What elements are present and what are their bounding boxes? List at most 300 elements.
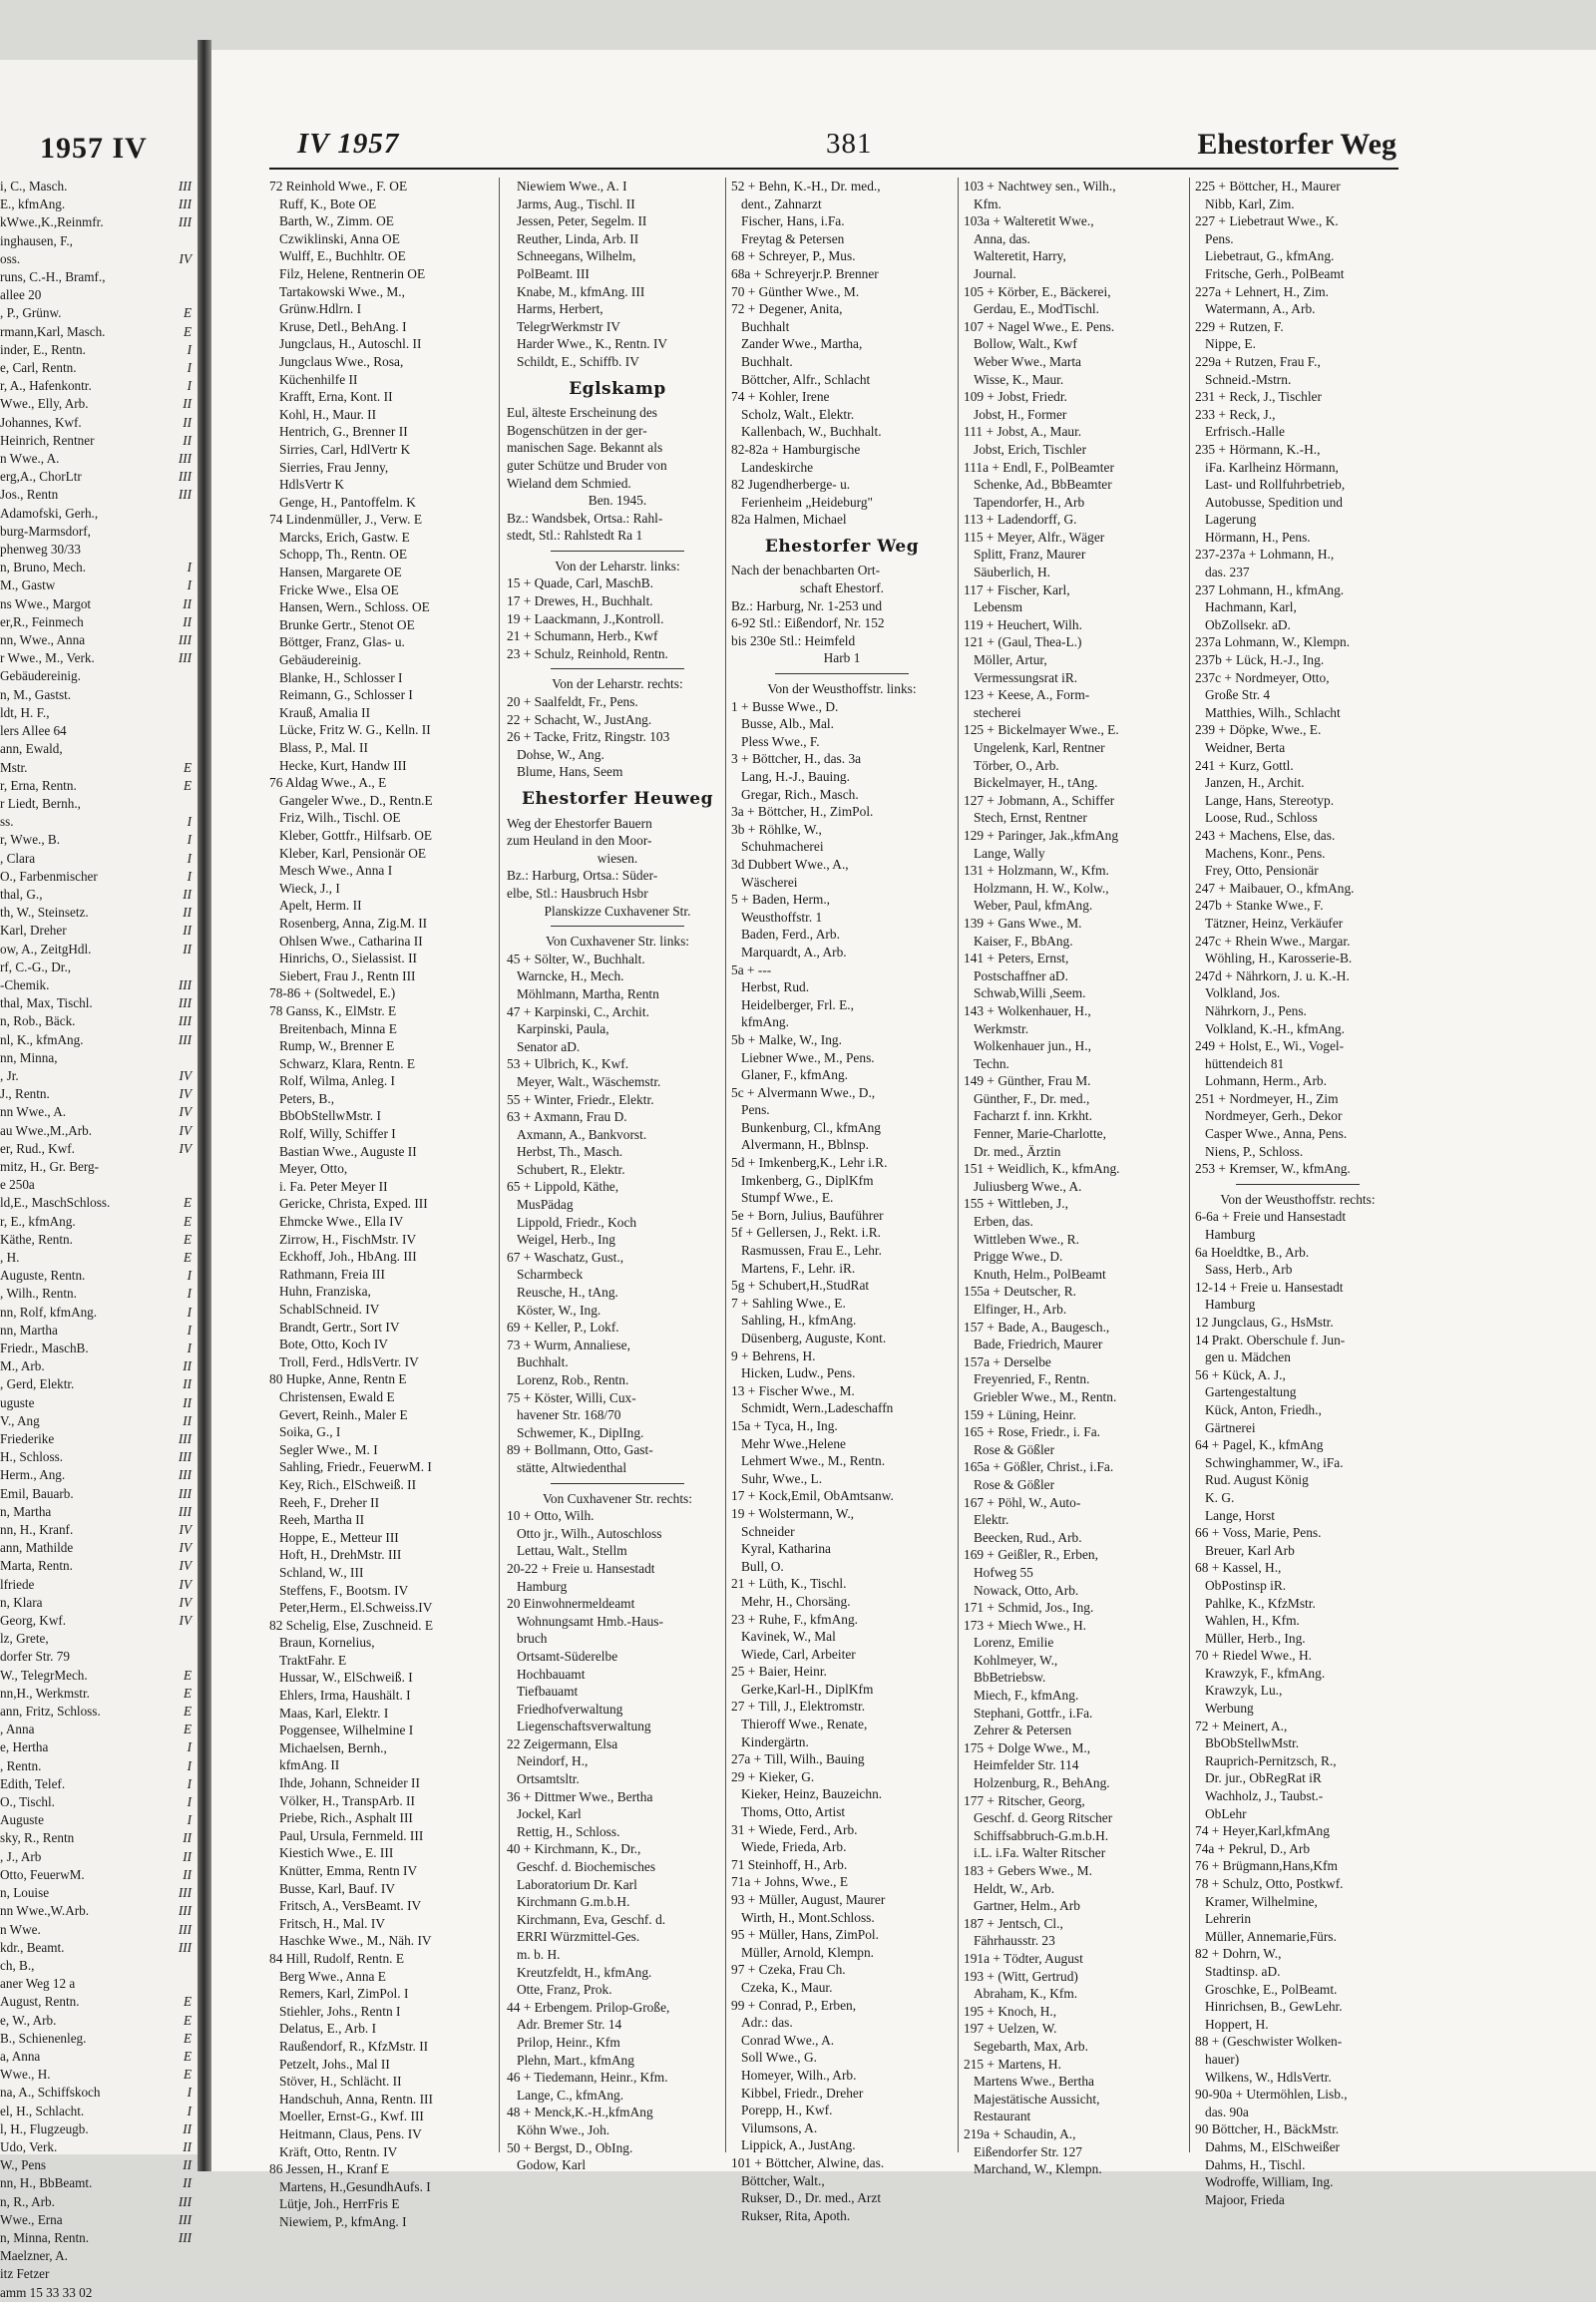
directory-entry: Lange, Hans, Stereotyp. (1205, 792, 1335, 808)
directory-entry: 20 + Saalfeldt, Fr., Pens. (507, 694, 638, 710)
directory-entry: Vilumsons, A. (741, 2119, 818, 2135)
left-line-floor: II (183, 1848, 192, 1864)
directory-entry: Haschke Wwe., M., Näh. IV (279, 1933, 432, 1949)
left-line-text: rmann,Karl, Masch. (0, 323, 106, 339)
directory-entry: 169 + Geißler, R., Erben, (964, 1547, 1098, 1563)
directory-entry: Stech, Ernst, Rentner (974, 810, 1087, 826)
directory-entry: 68a + Schreyerjr.P. Brenner (731, 265, 879, 281)
directory-entry: Rukser, Rita, Apoth. (741, 2207, 851, 2223)
left-page-line (0, 795, 192, 813)
directory-entry: Nährkorn, J., Pens. (1205, 1002, 1307, 1018)
directory-entry: Köhn Wwe., Joh. (517, 2121, 610, 2137)
left-line-text: E., kfmAng. (0, 196, 66, 212)
directory-entry: 195 + Knoch, H., (964, 2003, 1057, 2019)
directory-entry: Restaurant (974, 2109, 1031, 2124)
directory-entry: Rathmann, Freia III (279, 1266, 385, 1282)
left-line-text: rf, C.-G., Dr., (0, 959, 72, 974)
section-separator (775, 673, 908, 674)
left-line-floor: IV (179, 1576, 192, 1592)
left-line-text: burg-Marmsdorf, (0, 523, 91, 539)
left-line-text: Georg, Kwf. (0, 1613, 67, 1629)
directory-entry: Hinrichs, O., Sielassist. II (279, 951, 417, 966)
directory-entry: BbObStellwMstr. I (279, 1108, 381, 1124)
directory-entry: Wäscherei (741, 874, 798, 890)
directory-entry: Eißendorfer Str. 127 (974, 2143, 1082, 2159)
left-page-line (0, 523, 192, 541)
directory-entry: 103 + Nachtwey sen., Wilh., (964, 179, 1116, 193)
left-page-line (0, 649, 192, 667)
directory-entry: 219a + Schaudin, A., (964, 2125, 1076, 2141)
directory-entry: 20 Einwohnermeldeamt (507, 1596, 635, 1612)
left-line-floor: II (183, 414, 192, 430)
left-page-line (0, 1703, 192, 1721)
left-page-line (0, 1939, 192, 1957)
left-line-text: Friedr., MaschB. (0, 1341, 89, 1355)
directory-entry: Kyral, Katharina (741, 1541, 831, 1557)
left-line-text: n, Klara (0, 1594, 43, 1610)
left-line-text: lz, Grete, (0, 1631, 49, 1647)
left-line-text: r Liedt, Bernh., (0, 795, 81, 811)
directory-entry: Reeh, F., Dreher II (279, 1494, 380, 1510)
directory-entry: 53 + Ulbrich, K., Kwf. (507, 1056, 629, 1072)
left-line-floor: E (183, 1667, 192, 1683)
directory-entry: Christensen, Ewald E (279, 1388, 395, 1404)
directory-entry: 48 + Menck,K.-H.,kfmAng (507, 2105, 653, 2120)
directory-entry: 3b + Röhlke, W., (731, 821, 822, 837)
directory-entry: Zirrow, H., FischMstr. IV (279, 1231, 417, 1247)
left-page-line (0, 1884, 192, 1902)
directory-entry: Wiede, Carl, Arbeiter (741, 1646, 856, 1662)
directory-entry: Marchand, W., Klempn. (974, 2161, 1102, 2177)
directory-entry: Kück, Anton, Friedh., (1205, 1401, 1322, 1417)
directory-entry: bis 230e Stl.: Heimfeld (731, 632, 856, 648)
directory-entry: Mehr, H., Chorsäng. (741, 1593, 851, 1609)
directory-entry: 167 + Pöhl, W., Auto- (964, 1494, 1081, 1510)
directory-entry: Rump, W., Brenner E (279, 1038, 395, 1054)
left-page-line (0, 1866, 192, 1884)
directory-entry: Thoms, Otto, Artist (741, 1804, 846, 1820)
directory-entry: Jarms, Aug., Tischl. II (517, 195, 635, 211)
left-page-lines (0, 178, 192, 2302)
directory-entry: Gerdau, E., ModTischl. (974, 301, 1099, 317)
directory-entry: Heimfelder Str. 114 (974, 1757, 1079, 1773)
directory-entry: Hecke, Kurt, Handw III (279, 757, 407, 773)
directory-entry: 9 + Behrens, H. (731, 1347, 816, 1363)
directory-entry: 241 + Kurz, Gottl. (1195, 757, 1294, 773)
left-page-line (0, 740, 192, 758)
left-page-line (0, 2103, 192, 2120)
directory-entry: Fenner, Marie-Charlotte, (974, 1126, 1106, 1142)
directory-entry: Geschf. d. Biochemisches (517, 1859, 656, 1875)
directory-entry: Weber, Paul, kfmAng. (974, 898, 1093, 914)
directory-entry: ERRI Würzmittel-Ges. (517, 1929, 640, 1945)
left-page-line (0, 1140, 192, 1158)
left-line-text: i, C., Masch. (0, 179, 68, 193)
left-line-text: erg,A., ChorLtr (0, 469, 82, 485)
left-line-floor: I (187, 1341, 192, 1355)
directory-entry: Von der Weusthoffstr. rechts: (1220, 1191, 1376, 1207)
left-page-line (0, 395, 192, 413)
directory-entry: Lütje, Joh., HerrFris E (279, 2196, 400, 2212)
left-page-line (0, 831, 192, 849)
left-page-line (0, 2284, 192, 2302)
directory-entry: 5f + Gellersen, J., Rekt. i.R. (731, 1225, 881, 1241)
left-line-text: e 250a (0, 1177, 35, 1193)
directory-entry: Porepp, H., Kwf. (741, 2103, 833, 2118)
directory-entry: 107 + Nagel Wwe., E. Pens. (964, 318, 1115, 334)
directory-entry: Tartakowski Wwe., M., (279, 283, 406, 299)
directory-entry: Delatus, E., Arb. I (279, 2021, 377, 2037)
left-page-line (0, 1176, 192, 1194)
directory-entry: Brandt, Gertr., Sort IV (279, 1319, 400, 1335)
left-line-text: a, Anna (0, 2048, 41, 2064)
directory-entry: 14 Prakt. Oberschule f. Jun- (1195, 1332, 1346, 1347)
left-line-floor: E (183, 1704, 192, 1720)
directory-entry: 233 + Reck, J., (1195, 406, 1276, 422)
directory-entry: 75 + Köster, Willi, Cux- (507, 1389, 636, 1405)
left-line-floor (188, 2265, 192, 2283)
left-page-line (0, 959, 192, 976)
left-line-text: -Chemik. (0, 976, 50, 992)
left-line-text: amm 15 33 33 02 (0, 2284, 93, 2300)
directory-entry: Braun, Kornelius, (279, 1635, 375, 1651)
left-line-text: sky, R., Rentn (0, 1830, 75, 1846)
directory-entry: Sahling, H., kfmAng. (741, 1313, 857, 1329)
directory-entry: 237b + Lück, H.-J., Ing. (1195, 652, 1325, 668)
directory-entry: Von der Weusthoffstr. links: (767, 681, 917, 697)
left-line-floor (188, 1630, 192, 1648)
left-page-line (0, 1485, 192, 1503)
left-line-text: nn Wwe.,W.Arb. (0, 1903, 90, 1919)
directory-entry: Lebensm (974, 599, 1023, 615)
left-line-floor: II (183, 1830, 192, 1846)
directory-entry: Mehr Wwe.,Helene (741, 1435, 846, 1451)
directory-entry: 72 Reinhold Wwe., F. OE (269, 179, 408, 193)
left-line-floor: I (187, 1775, 192, 1791)
left-line-text: ld,E., MaschSchloss. (0, 1195, 111, 1211)
left-line-floor: IV (179, 1067, 192, 1083)
left-page-line (0, 2229, 192, 2247)
left-line-floor: II (183, 1394, 192, 1410)
left-line-floor: IV (179, 1613, 192, 1629)
directory-entry: 12 Jungclaus, G., HsMstr. (1195, 1315, 1334, 1330)
directory-entry: stedt, Stl.: Rahlstedt Ra 1 (507, 528, 643, 544)
left-line-floor: IV (179, 250, 192, 266)
left-page-line (0, 722, 192, 740)
directory-entry: Machens, Konr., Pens. (1205, 845, 1326, 861)
directory-entry: 155a + Deutscher, R. (964, 1284, 1076, 1300)
left-page-line (0, 1902, 192, 1920)
directory-entry: Bz.: Wandsbek, Ortsa.: Rahl- (507, 510, 663, 526)
directory-entry: Lohmann, Herm., Arb. (1205, 1073, 1327, 1089)
page-header-volume: IV 1957 (297, 128, 400, 160)
left-line-text: Auguste (0, 1812, 44, 1828)
directory-entry: Hochbauamt (517, 1666, 586, 1682)
directory-entry: 73 + Wurm, Annaliese, (507, 1337, 630, 1352)
left-page-line (0, 1757, 192, 1775)
left-line-text: nn, Wwe., Anna (0, 632, 86, 648)
left-line-text: n Wwe. (0, 1921, 41, 1937)
directory-entry: Liebner Wwe., M., Pens. (741, 1049, 875, 1065)
directory-entry: 109 + Jobst, Friedr. (964, 389, 1067, 405)
left-page-line (0, 432, 192, 450)
directory-entry: 31 + Wiede, Ferd., Arb. (731, 1821, 858, 1837)
directory-entry: Krafft, Erna, Kont. II (279, 389, 393, 405)
directory-entry: Friedhofverwaltung (517, 1701, 623, 1717)
directory-entry: 227 + Liebetraut Wwe., K. (1195, 213, 1339, 229)
left-line-floor: IV (179, 1104, 192, 1120)
directory-entry: 19 + Laackmann, J.,Kontroll. (507, 610, 664, 626)
directory-entry: Niewiem Wwe., A. I (517, 179, 627, 193)
directory-entry: Paul, Ursula, Fernmeld. III (279, 1827, 424, 1843)
left-line-floor (188, 541, 192, 559)
directory-entry: Schiffsabbruch-G.m.b.H. (974, 1827, 1109, 1843)
directory-entry: Böttger, Franz, Glas- u. (279, 634, 405, 650)
directory-entry: 27a + Till, Wilh., Bauing (731, 1751, 865, 1767)
directory-entry: Stumpf Wwe., E. (741, 1190, 834, 1206)
left-line-text: th, W., Steinsetz. (0, 905, 89, 921)
left-line-floor (188, 1957, 192, 1975)
directory-entry: 23 + Schulz, Reinhold, Rentn. (507, 645, 668, 661)
directory-entry: Günther, F., Dr. med., (974, 1090, 1090, 1106)
directory-entry: 191a + Tödter, August (964, 1950, 1083, 1966)
left-page-line (0, 2193, 192, 2211)
left-page-line (0, 1612, 192, 1630)
left-line-text: el, H., Schlacht. (0, 2103, 85, 2118)
directory-entry: Segebarth, Max, Arb. (974, 2038, 1088, 2054)
directory-entry: guter Schütze und Bruder von (507, 457, 667, 473)
directory-entry: Heidelberger, Frl. E., (741, 996, 855, 1012)
directory-entry: Kallenbach, W., Buchhalt. (741, 424, 882, 440)
left-page-line (0, 1793, 192, 1811)
directory-entry: 151 + Weidlich, K., kfmAng. (964, 1161, 1120, 1177)
directory-entry: Sierries, Frau Jenny, (279, 459, 389, 475)
directory-entry: HdlsVertr K (279, 477, 345, 493)
directory-entry: Fritsch, H., Mal. IV (279, 1915, 386, 1931)
directory-entry: Freyenried, F., Rentn. (974, 1371, 1090, 1387)
directory-entry: 63 + Axmann, Frau D. (507, 1109, 627, 1125)
left-page-line (0, 1921, 192, 1939)
directory-entry: Ehlers, Irma, Haushält. I (279, 1688, 411, 1704)
directory-entry: 173 + Miech Wwe., H. (964, 1617, 1086, 1633)
directory-entry: Filz, Helene, Rentnerin OE (279, 265, 426, 281)
directory-entry: Kibbel, Friedr., Dreher (741, 2085, 864, 2101)
left-line-text: r Wwe., M., Verk. (0, 650, 95, 666)
directory-entry: 15a + Tyca, H., Ing. (731, 1417, 838, 1433)
left-line-floor (188, 667, 192, 685)
left-line-text: uguste (0, 1394, 35, 1410)
left-page-line (0, 1285, 192, 1303)
left-page-line (0, 2211, 192, 2229)
left-page-line (0, 1975, 192, 1993)
left-line-floor: III (178, 179, 192, 193)
directory-entry: Watermann, A., Arb. (1205, 301, 1316, 317)
left-page-line (0, 304, 192, 322)
directory-entry: Kindergärtn. (741, 1733, 809, 1749)
directory-entry: Berg Wwe., Anna E (279, 1968, 386, 1984)
left-line-floor: IV (179, 1558, 192, 1574)
directory-entry: Ortsamt-Süderelbe (517, 1648, 618, 1664)
left-page-line (0, 1340, 192, 1357)
directory-entry: Pless Wwe., F. (741, 733, 820, 749)
directory-entry: Schwemer, K., DiplIng. (517, 1424, 644, 1440)
page-number: 381 (826, 128, 873, 160)
left-line-floor: E (183, 2048, 192, 2064)
left-line-floor (188, 268, 192, 286)
left-line-floor: I (187, 1757, 192, 1773)
left-line-floor: I (187, 341, 192, 357)
left-line-floor: I (187, 360, 192, 376)
left-line-text: n, Louise (0, 1885, 50, 1901)
directory-entry: 72 + Meinert, A., (1195, 1718, 1288, 1733)
left-line-floor: III (178, 1013, 192, 1029)
left-line-floor: III (178, 995, 192, 1011)
directory-entry: Bastian Wwe., Auguste II (279, 1143, 417, 1159)
left-line-floor: II (183, 923, 192, 939)
directory-entry: 111 + Jobst, A., Maur. (964, 424, 1082, 440)
left-page-line (0, 904, 192, 922)
left-line-text: H., Schloss. (0, 1449, 64, 1465)
directory-entry: Gartner, Helm., Arb (974, 1898, 1080, 1914)
directory-entry: das. 90a (1205, 2104, 1249, 2119)
left-line-text: Mstr. (0, 759, 28, 775)
directory-entry: Kleber, Gottfr., Hilfsarb. OE (279, 827, 433, 843)
directory-entry: Hoppert, H. (1205, 2016, 1269, 2032)
directory-entry: Suhr, Wwe., L. (741, 1470, 823, 1486)
directory-entry: Ihde, Johann, Schneider II (279, 1775, 420, 1791)
directory-entry: Peter,Herm., El.Schweiss.IV (279, 1600, 433, 1616)
directory-entry: 131 + Holzmann, W., Kfm. (964, 863, 1109, 879)
directory-entry: 239 + Döpke, Wwe., E. (1195, 722, 1322, 738)
directory-entry: Hachmann, Karl, (1205, 599, 1297, 615)
directory-entry: 56 + Kück, A. J., (1195, 1366, 1286, 1382)
directory-entry: BbBetriebsw. (974, 1670, 1046, 1686)
left-line-floor: III (178, 1903, 192, 1919)
directory-column-3 (731, 178, 953, 2224)
directory-entry: 231 + Reck, J., Tischler (1195, 389, 1322, 405)
left-line-text: kWwe.,K.,Reinmfr. (0, 214, 104, 230)
directory-entry: 6-92 Stl.: Eißendorf, Nr. 152 (731, 615, 885, 631)
street-heading: Eglskamp (569, 378, 666, 399)
directory-entry: 82 Schelig, Else, Zuschneid. E (269, 1617, 434, 1633)
directory-entry: iFa. Karlheinz Hörmann, (1205, 459, 1339, 475)
left-line-text: runs, C.-H., Bramf., (0, 269, 106, 285)
directory-entry: 72 + Degener, Anita, (731, 301, 843, 317)
directory-entry: Hoppe, E., Metteur III (279, 1529, 399, 1545)
directory-entry: Schwinghammer, W., iFa. (1205, 1454, 1344, 1470)
left-line-text: nn, H., BbBeamt. (0, 2175, 93, 2191)
directory-entry: Hicken, Ludw., Pens. (741, 1365, 856, 1381)
directory-entry: 5g + Schubert,H.,StudRat (731, 1278, 870, 1294)
left-line-floor (188, 523, 192, 541)
left-line-text: Maelzner, A. (0, 2248, 68, 2264)
directory-entry: Düsenberg, Auguste, Kont. (741, 1331, 887, 1345)
directory-entry: Werbung (1205, 1701, 1254, 1717)
left-page-line (0, 559, 192, 576)
directory-entry: 27 + Till, J., Elektromstr. (731, 1699, 866, 1715)
left-page-line (0, 1521, 192, 1539)
left-page-line (0, 268, 192, 286)
directory-entry: 101 + Böttcher, Alwine, das. (731, 2154, 885, 2170)
left-line-floor: E (183, 777, 192, 793)
directory-entry: Breuer, Karl Arb (1205, 1542, 1295, 1558)
left-line-text: Auguste, Rentn. (0, 1268, 86, 1284)
directory-entry: Apelt, Herm. II (279, 898, 362, 914)
directory-entry: 20-22 + Freie u. Hansestadt (507, 1560, 655, 1576)
directory-entry: 171 + Schmid, Jos., Ing. (964, 1600, 1094, 1616)
directory-entry: Bote, Otto, Koch IV (279, 1337, 388, 1352)
directory-entry: 74 Lindenmüller, J., Verw. E (269, 512, 423, 528)
directory-entry: Große Str. 4 (1205, 687, 1271, 703)
directory-entry: 119 + Heuchert, Wilh. (964, 616, 1082, 632)
directory-entry: Bade, Friedrich, Maurer (974, 1337, 1103, 1352)
directory-entry: Ehmcke Wwe., Ella IV (279, 1214, 404, 1230)
directory-entry: Fischer, Hans, i.Fa. (741, 213, 845, 229)
directory-entry: Wöhling, H., Karosserie-B. (1205, 951, 1353, 966)
left-line-floor: II (183, 2120, 192, 2136)
left-line-text: mitz, H., Gr. Berg- (0, 1158, 100, 1174)
directory-entry: Gregar, Rich., Masch. (741, 786, 859, 802)
directory-entry: 165a + Gößler, Christ., i.Fa. (964, 1459, 1114, 1475)
directory-entry: 52 + Behn, K.-H., Dr. med., (731, 179, 881, 193)
directory-entry: Pens. (1205, 230, 1234, 246)
left-page-line (0, 541, 192, 559)
left-line-floor: E (183, 2012, 192, 2028)
directory-entry: Wieland dem Schmied. (507, 475, 631, 491)
left-page-line (0, 576, 192, 594)
directory-entry: 13 + Fischer Wwe., M. (731, 1382, 855, 1398)
left-line-text: phenweg 30/33 (0, 542, 81, 558)
directory-entry: zum Heuland in den Moor- (507, 833, 652, 849)
directory-entry: Breitenbach, Minna E (279, 1020, 397, 1036)
directory-entry: 88 + (Geschwister Wolken- (1195, 2034, 1343, 2050)
left-line-text: V., Ang (0, 1412, 40, 1428)
directory-entry: 5e + Born, Julius, Bauführer (731, 1207, 884, 1223)
left-page-line (0, 1576, 192, 1594)
directory-entry: Hamburg (1205, 1227, 1256, 1243)
directory-entry: Lorenz, Rob., Rentn. (517, 1372, 629, 1387)
left-page-line (0, 213, 192, 231)
left-line-floor: III (178, 976, 192, 992)
directory-entry: Möhlmann, Martha, Rentn (517, 985, 659, 1001)
directory-entry: 247b + Stanke Wwe., F. (1195, 898, 1324, 914)
left-page-line (0, 1848, 192, 1866)
directory-entry: Nordmeyer, Gerh., Dekor (1205, 1108, 1343, 1124)
left-line-text: Wwe., Elly, Arb. (0, 396, 89, 412)
directory-entry: Martens, F., Lehr. iR. (741, 1260, 856, 1276)
directory-entry: 197 + Uelzen, W. (964, 2021, 1057, 2037)
left-line-floor: III (178, 2193, 192, 2209)
left-line-text: e, Hertha (0, 1739, 49, 1755)
directory-entry: 55 + Winter, Friedr., Elektr. (507, 1091, 654, 1107)
directory-entry: Schneid.-Mstrn. (1205, 371, 1292, 387)
left-page-line (0, 1231, 192, 1249)
directory-entry: Möller, Artur, (974, 652, 1047, 668)
left-line-floor: E (183, 1231, 192, 1247)
directory-entry: 21 + Schumann, Herb., Kwf (507, 628, 658, 644)
left-line-text: Udo, Verk. (0, 2138, 58, 2154)
directory-entry: Tiefbauamt (517, 1684, 579, 1700)
directory-entry: Axmann, A., Bankvorst. (517, 1126, 647, 1142)
directory-entry: Hamburg (1205, 1297, 1256, 1313)
left-page-line (0, 1685, 192, 1703)
directory-entry: Priebe, Rich., Asphalt III (279, 1810, 413, 1826)
directory-entry: Wittleben Wwe., R. (974, 1231, 1079, 1247)
directory-entry: Czwiklinski, Anna OE (279, 230, 400, 246)
directory-entry: Von Cuxhavener Str. rechts: (542, 1490, 692, 1506)
left-line-text: Adamofski, Gerh., (0, 505, 99, 521)
column-divider (958, 178, 959, 2152)
